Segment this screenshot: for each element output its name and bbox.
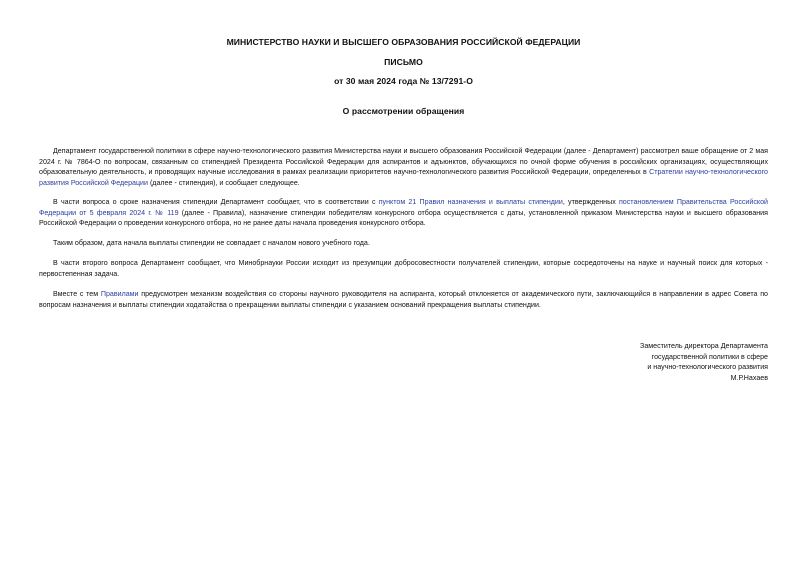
paragraph-text: В части второго вопроса Департамент сообщает, что Минобрнауки России исходит из презумпции добросовестности получателей стипендии, которые сосредоточены на науке и научный поиск для которых - первостепенная задача.	[39, 259, 768, 278]
document-type-heading: ПИСЬМО	[384, 57, 423, 67]
paragraph-text: В части вопроса о сроке назначения стипендии Департамент сообщает, что в соответствии с	[53, 198, 379, 206]
paragraph-text: Департамент государственной политики в сфере научно-технологического развития Министерства науки и высшего образования Российской Федерации (далее - Департамент) рассмотрел ваше обращение от 2 мая 2024 г. № 7864-О по вопросам, связанным со стипендией Президента Российской Федерации для аспирантов и адъюнктов, обучающихся по очной форме обучения в российских организациях, осуществляющих образовательную деятельность, и проводящих научные исследования в рамках реализации приоритетов научно-технологического развития Российской Федерации, определенных в	[39, 147, 768, 177]
paragraph-term	[39, 197, 768, 229]
government-decree-link[interactable]: постановлением Правительства Российской Федерации от 5 февраля 2024 г. № 119	[39, 198, 768, 217]
paragraph-second-question	[39, 258, 768, 279]
subject-heading: О рассмотрении обращения	[342, 106, 465, 116]
paragraph-conclusion	[39, 238, 768, 249]
strategy-link[interactable]: Стратегии научно-технологического развития Российской Федерации	[39, 168, 769, 187]
paragraph-text: Вместе с тем	[53, 290, 101, 298]
signatory-name: М.Р.Нахаев	[730, 373, 768, 382]
rules-link[interactable]: Правилами	[100, 290, 139, 298]
date-number-heading: от 30 мая 2024 года № 13/7291-О	[334, 76, 473, 86]
paragraph-text: (далее - стипендия), и сообщает следующее.	[147, 178, 300, 187]
paragraph-mechanism	[39, 289, 768, 310]
paragraph-text: Таким образом, дата начала выплаты стипендии не совпадает с началом нового учебного года.	[53, 239, 370, 247]
paragraph-text: , утвержденных	[562, 198, 619, 206]
paragraph-intro	[39, 146, 768, 188]
signature-position-line: государственной политики в сфере	[651, 352, 768, 361]
rules-clause-link[interactable]: пунктом 21 Правил назначения и выплаты стипендии	[378, 198, 563, 206]
signature-position-line: и научно-технологического развития	[647, 363, 768, 372]
ministry-heading: МИНИСТЕРСТВО НАУКИ И ВЫСШЕГО ОБРАЗОВАНИЯ РОССИЙСКОЙ ФЕДЕРАЦИИ	[226, 37, 581, 47]
paragraph-text: предусмотрен механизм воздействия со стороны научного руководителя на аспиранта, который отклоняется от академического пути, заключающийся в направлении в адрес Совета по вопросам назначения и выплаты стипендии ходатайства о прекращении выплаты стипендии с указанием оснований прекращения выплаты стипендии.	[39, 290, 768, 309]
signature-block	[548, 341, 768, 383]
paragraph-text: (далее - Правила), назначение стипендии победителям конкурсного отбора осуществляется с даты, установленной приказом Министерства науки и высшего образования Российской Федерации о проведении конкурсного отбора, но не ранее даты начала проведения конкурсного отбора.	[39, 208, 768, 228]
signature-position-line: Заместитель директора Департамента	[640, 342, 768, 350]
